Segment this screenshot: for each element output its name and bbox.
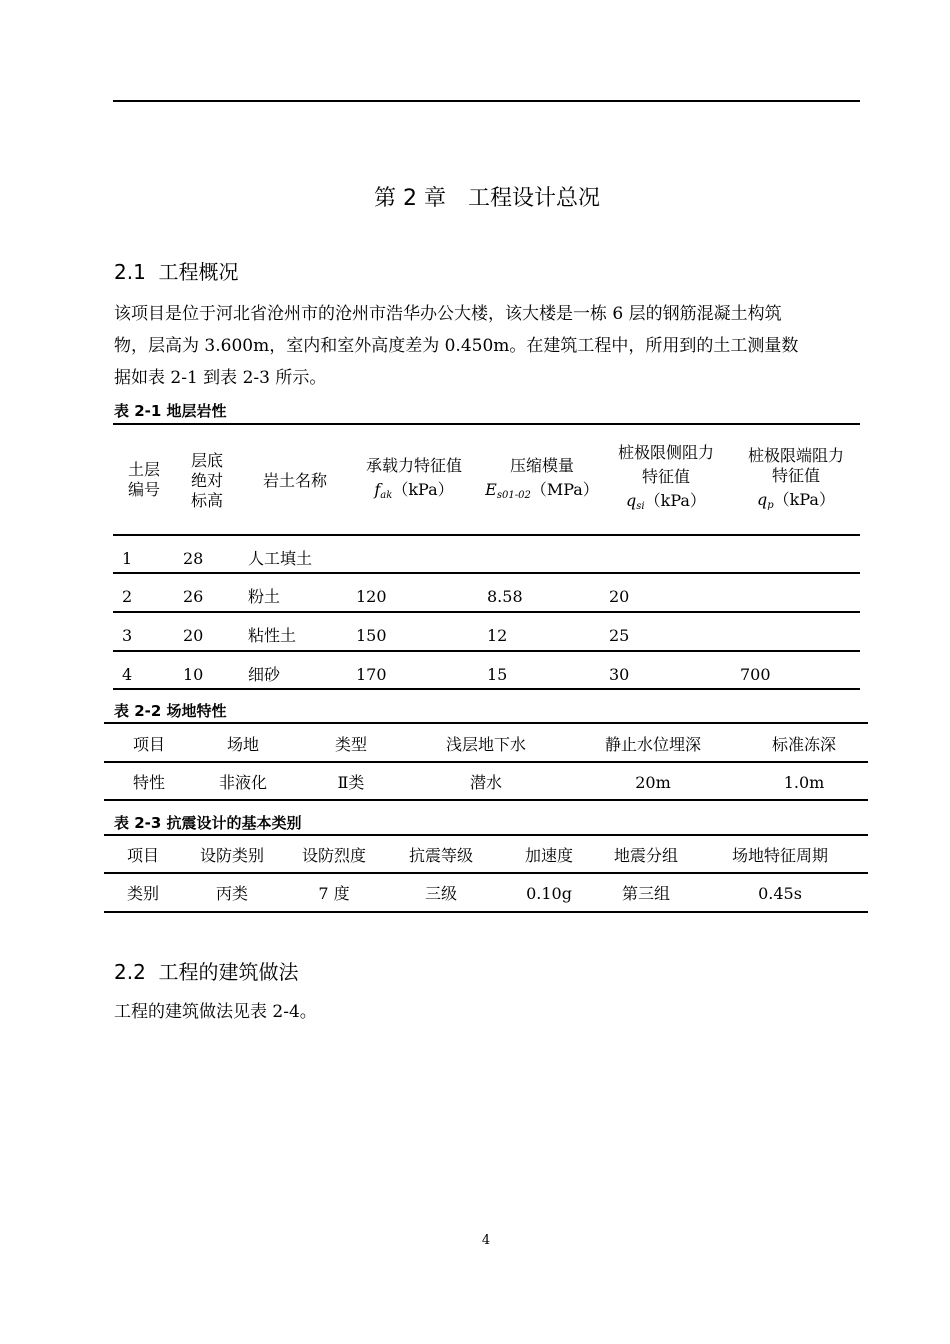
t1-r3-c1: 3 [122, 626, 133, 645]
table-2-2-caption: 表 2-2 场地特性 [114, 702, 227, 720]
t1-header-bearing-line1: 承载力特征值 [365, 456, 462, 475]
paragraph-architecture: 工程的建筑做法见表 2-4。 [114, 1002, 317, 1022]
section-title: 工程概况 [158, 260, 239, 284]
t1-header-layer-no [114, 460, 174, 500]
t1-header-end-resist-line1: 桩极限端阻力 [747, 446, 844, 465]
t1-r2-c5: 8.58 [487, 587, 523, 606]
t1-header-end-resist-line2: 特征值 [771, 466, 820, 485]
t1-r4-c5: 15 [487, 665, 508, 684]
unit-mpa: （MPa） [530, 480, 599, 499]
t1-r3-c4: 150 [356, 626, 387, 645]
subscript-p: p [767, 500, 774, 511]
t3-c2: 丙类 [215, 884, 248, 903]
t1-header-modulus-line1: 压缩模量 [509, 456, 574, 475]
t3-c6: 第三组 [621, 884, 670, 903]
table-2-1-bottom-rule [113, 688, 860, 690]
table-2-2-header-rule [104, 761, 868, 763]
t1-header-bottom-elev-line1: 层底 [190, 451, 223, 470]
t3-c5: 0.10g [526, 884, 572, 903]
header-rule [113, 100, 860, 102]
table-2-1-row-rule [113, 572, 860, 574]
t1-r1-c3: 人工填土 [248, 549, 313, 568]
unit-kpa: （kPa） [392, 480, 454, 499]
paragraph-overview-line3: 据如表 2-1 到表 2-3 所示。 [114, 368, 327, 388]
t1-r3-c2: 20 [183, 626, 204, 645]
table-2-1-top-rule [113, 423, 860, 425]
t2-h2: 场地 [226, 735, 259, 754]
t2-c6: 1.0m [783, 773, 825, 792]
t1-r2-c6: 20 [609, 587, 630, 606]
table-2-3-top-rule [104, 834, 868, 836]
t3-c1: 类别 [126, 884, 159, 903]
t2-c4: 潜水 [469, 773, 502, 792]
table-2-2-bottom-rule [104, 799, 868, 801]
unit-kpa: （kPa） [644, 491, 706, 510]
section-number: 2.1 [114, 260, 146, 284]
t3-h4: 抗震等级 [408, 846, 473, 865]
t1-header-bearing-symbol [348, 480, 480, 506]
t3-c4: 三级 [424, 884, 457, 903]
t1-r3-c6: 25 [609, 626, 630, 645]
section-title: 工程的建筑做法 [158, 960, 299, 984]
t3-c7: 0.45s [758, 884, 802, 903]
symbol-e: E [485, 480, 497, 499]
t3-h1: 项目 [126, 846, 159, 865]
t1-r4-c7: 700 [740, 665, 771, 684]
unit-kpa: （kPa） [773, 490, 835, 509]
t1-r2-c4: 120 [356, 587, 387, 606]
t2-c1: 特性 [132, 773, 165, 792]
table-2-1-row-rule [113, 650, 860, 652]
symbol-q: q [757, 490, 768, 509]
t3-h2: 设防类别 [199, 846, 264, 865]
chapter-number: 第 2 章 [374, 186, 446, 211]
table-2-3-bottom-rule [104, 911, 868, 913]
t1-header-bottom-elev-line2: 绝对 [190, 471, 223, 490]
t3-h6: 地震分组 [613, 846, 678, 865]
t3-h5: 加速度 [524, 846, 573, 865]
t1-header-modulus [480, 456, 604, 506]
t3-c3: 7 度 [318, 884, 350, 903]
section-number: 2.2 [114, 960, 146, 984]
table-2-1-header-rule [113, 534, 860, 536]
subscript-ak: ak [380, 490, 393, 501]
t2-c2: 非液化 [218, 773, 267, 792]
subscript-si: si [636, 501, 645, 512]
t1-r4-c4: 170 [356, 665, 387, 684]
t1-header-end-resist-symbol [734, 490, 858, 516]
t1-header-bearing [348, 456, 480, 506]
t1-r4-c1: 4 [122, 665, 133, 684]
t3-h7: 场地特征周期 [731, 846, 828, 865]
t1-r3-c5: 12 [487, 626, 508, 645]
symbol-f: f [374, 480, 381, 499]
t2-h4: 浅层地下水 [445, 735, 526, 754]
paragraph-overview-line2: 物，层高为 3.600m，室内和室外高度差为 0.450m。在建筑工程中，所用到的土工测量数 [114, 336, 799, 356]
t1-header-side-resist-symbol [604, 491, 728, 517]
table-2-1-caption: 表 2-1 地层岩性 [114, 402, 227, 420]
t1-header-side-resist [604, 443, 728, 517]
paragraph-overview-line1: 该项目是位于河北省沧州市的沧州市浩华办公大楼，该大楼是一栋 6 层的钢筋混凝土构筑 [114, 304, 782, 324]
t1-r2-c2: 26 [183, 587, 204, 606]
t2-c3: Ⅱ类 [337, 773, 365, 792]
chapter-name: 工程设计总况 [467, 186, 600, 211]
t2-h5: 静止水位埋深 [604, 735, 701, 754]
t1-r4-c6: 30 [609, 665, 630, 684]
section-heading-2-1 [114, 258, 239, 286]
page-number: 4 [481, 1233, 491, 1248]
t2-h3: 类型 [334, 735, 367, 754]
table-2-3-caption: 表 2-3 抗震设计的基本类别 [114, 814, 302, 832]
chapter-title [0, 184, 950, 214]
symbol-q: q [626, 491, 637, 510]
t1-header-bottom-elev [177, 451, 237, 511]
t1-header-layer-no-line2: 编号 [127, 480, 160, 499]
table-2-2-top-rule [104, 722, 868, 724]
t1-r3-c3: 粘性土 [248, 626, 297, 645]
t1-r4-c3: 细砂 [248, 665, 281, 684]
table-2-3-header-rule [104, 872, 868, 874]
table-2-1-row-rule [113, 611, 860, 613]
t2-h1: 项目 [132, 735, 165, 754]
t1-header-layer-no-line1: 土层 [127, 460, 160, 479]
t1-r2-c1: 2 [122, 587, 133, 606]
t1-header-end-resist [734, 446, 858, 516]
t1-header-soil-name: 岩土名称 [262, 471, 327, 490]
t2-h6: 标准冻深 [771, 735, 836, 754]
t1-r2-c3: 粉土 [248, 587, 281, 606]
section-heading-2-2 [114, 958, 299, 986]
t1-header-modulus-symbol [480, 480, 604, 506]
t1-r1-c1: 1 [122, 549, 133, 568]
t1-r4-c2: 10 [183, 665, 204, 684]
t1-r1-c2: 28 [183, 549, 204, 568]
t1-header-side-resist-line1: 桩极限侧阻力 [617, 443, 714, 462]
t3-h3: 设防烈度 [301, 846, 366, 865]
subscript-s01-02: s01-02 [496, 490, 531, 501]
t2-c5: 20m [635, 773, 671, 792]
t1-header-bottom-elev-line3: 标高 [190, 491, 223, 510]
t1-header-side-resist-line2: 特征值 [641, 467, 690, 486]
